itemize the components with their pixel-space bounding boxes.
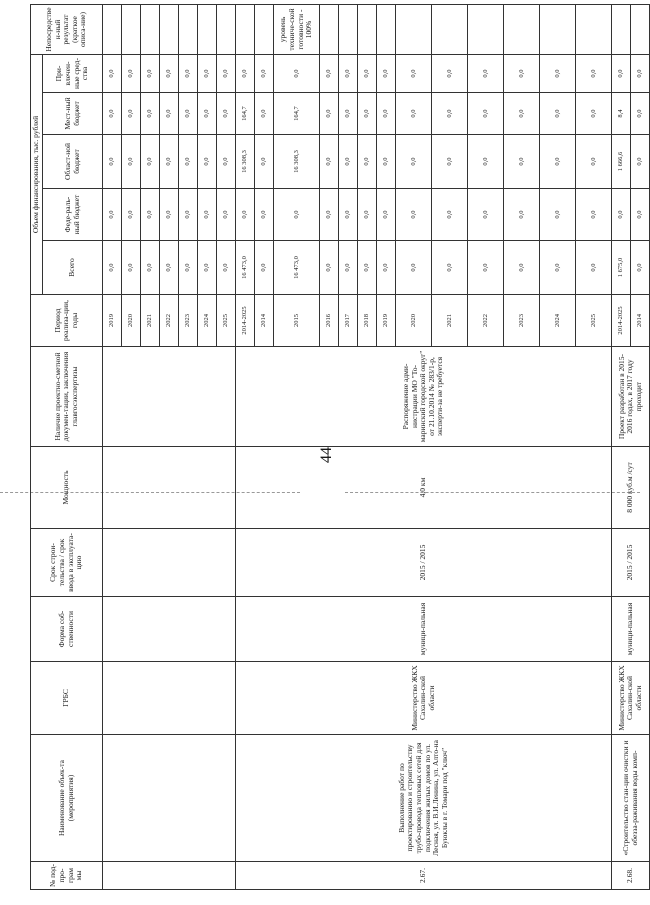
federal-cell: 0,0 xyxy=(141,189,160,241)
total-cell: 0,0 xyxy=(504,241,540,295)
attracted-cell: 0,0 xyxy=(339,54,358,92)
header-financing: Объем финансирования, тыс. рублей xyxy=(31,54,43,294)
total-cell: 0,0 xyxy=(631,241,650,295)
regional-cell: 0,0 xyxy=(468,135,504,189)
year-cell: 2019 xyxy=(377,295,396,347)
year-cell: 2025 xyxy=(576,295,612,347)
attracted-cell: 0,0 xyxy=(396,54,432,92)
item-term: 2015 / 2015 xyxy=(236,529,612,597)
local-cell: 164,7 xyxy=(274,93,320,135)
federal-cell: 0,0 xyxy=(103,189,122,241)
total-cell: 0,0 xyxy=(432,241,468,295)
local-cell: 0,0 xyxy=(141,93,160,135)
regional-cell: 16 308,3 xyxy=(236,135,255,189)
year-cell: 2014 xyxy=(255,295,274,347)
federal-cell: 0,0 xyxy=(504,189,540,241)
header-power: Мощность xyxy=(31,447,103,529)
result-cell xyxy=(255,4,274,54)
year-cell: 2022 xyxy=(160,295,179,347)
attracted-cell: 0,0 xyxy=(122,54,141,92)
regional-cell: 16 308,3 xyxy=(274,135,320,189)
result-cell xyxy=(160,4,179,54)
header-grbs: ГРБС xyxy=(31,662,103,735)
federal-cell: 0,0 xyxy=(377,189,396,241)
result-cell xyxy=(198,4,217,54)
federal-cell: 0,0 xyxy=(468,189,504,241)
item-ownership: муници-пальная xyxy=(612,597,650,662)
item-name: Выполнение работ по проектированию и строительству трубо-провода тепловых сетей для подключения жилых домов по ул. Лесная, ул. В.И.Ленина, ул. Алто-на Буюклы в г. Томари под "ключ" xyxy=(236,735,612,862)
federal-cell: 0,0 xyxy=(179,189,198,241)
header-total: Всего xyxy=(43,241,103,295)
attracted-cell: 0,0 xyxy=(198,54,217,92)
header-term: Срок строи-тельства / срок ввода в эксплуата-цию xyxy=(31,529,103,597)
total-cell: 0,0 xyxy=(198,241,217,295)
item-power: 8 000 куб.м /сут xyxy=(612,447,650,529)
total-cell: 0,0 xyxy=(160,241,179,295)
total-cell: 16 473,0 xyxy=(236,241,255,295)
item-docs: Распоряжение адми-нистрации МО "То-маринский городской округ" от 21.10.2014 № 283/1-р, эксперти-за не требуется xyxy=(236,347,612,447)
table-row xyxy=(103,4,122,889)
item-number: 2.67. xyxy=(236,862,612,890)
result-cell xyxy=(103,4,122,54)
total-cell: 16 473,0 xyxy=(274,241,320,295)
year-cell: 2024 xyxy=(540,295,576,347)
regional-cell: 0,0 xyxy=(160,135,179,189)
result-cell xyxy=(217,4,236,54)
year-cell: 2017 xyxy=(339,295,358,347)
total-cell: 0,0 xyxy=(141,241,160,295)
local-cell: 8,4 xyxy=(612,93,631,135)
attracted-cell: 0,0 xyxy=(358,54,377,92)
item-power: 4,0 км xyxy=(236,447,612,529)
total-cell: 0,0 xyxy=(179,241,198,295)
page-number: 44 xyxy=(318,447,335,463)
regional-cell: 0,0 xyxy=(339,135,358,189)
total-cell: 0,0 xyxy=(122,241,141,295)
total-cell: 0,0 xyxy=(576,241,612,295)
result-cell xyxy=(576,4,612,54)
federal-cell: 0,0 xyxy=(236,189,255,241)
local-cell: 0,0 xyxy=(576,93,612,135)
header-local: Мест-ный бюджет xyxy=(43,93,103,135)
federal-cell: 0,0 xyxy=(396,189,432,241)
attracted-cell: 0,0 xyxy=(504,54,540,92)
result-cell xyxy=(504,4,540,54)
regional-cell: 0,0 xyxy=(179,135,198,189)
attracted-cell: 0,0 xyxy=(236,54,255,92)
result-cell xyxy=(396,4,432,54)
attracted-cell: 0,0 xyxy=(103,54,122,92)
local-cell: 0,0 xyxy=(540,93,576,135)
attracted-cell: 0,0 xyxy=(274,54,320,92)
local-cell: 0,0 xyxy=(122,93,141,135)
regional-cell: 0,0 xyxy=(631,135,650,189)
header-ownership: Форма соб-ственности xyxy=(31,597,103,662)
federal-cell: 0,0 xyxy=(255,189,274,241)
header-federal: Феде-раль-ный бюджет xyxy=(43,189,103,241)
prev-ownership-cell xyxy=(103,597,236,662)
result-cell xyxy=(468,4,504,54)
total-cell: 0,0 xyxy=(540,241,576,295)
attracted-cell: 0,0 xyxy=(612,54,631,92)
total-cell: 0,0 xyxy=(377,241,396,295)
rotated-sheet xyxy=(30,5,644,890)
local-cell: 0,0 xyxy=(255,93,274,135)
total-cell: 0,0 xyxy=(468,241,504,295)
financing-table xyxy=(30,4,650,890)
year-cell: 2020 xyxy=(396,295,432,347)
year-cell: 2023 xyxy=(179,295,198,347)
federal-cell: 0,0 xyxy=(358,189,377,241)
total-cell: 1 675,0 xyxy=(612,241,631,295)
local-cell: 0,0 xyxy=(179,93,198,135)
local-cell: 0,0 xyxy=(468,93,504,135)
prev-grbs-cell xyxy=(103,662,236,735)
federal-cell: 0,0 xyxy=(122,189,141,241)
header-num: № под-про-грам мы xyxy=(31,862,103,890)
local-cell: 0,0 xyxy=(198,93,217,135)
regional-cell: 0,0 xyxy=(576,135,612,189)
year-cell: 2019 xyxy=(103,295,122,347)
year-cell: 2014-2025 xyxy=(612,295,631,347)
result-cell xyxy=(320,4,339,54)
year-cell: 2015 xyxy=(274,295,320,347)
table-row xyxy=(236,4,255,889)
federal-cell: 0,0 xyxy=(274,189,320,241)
year-cell: 2016 xyxy=(320,295,339,347)
regional-cell: 0,0 xyxy=(217,135,236,189)
federal-cell: 0,0 xyxy=(576,189,612,241)
result-cell xyxy=(122,4,141,54)
federal-cell: 0,0 xyxy=(612,189,631,241)
attracted-cell: 0,0 xyxy=(540,54,576,92)
total-cell: 0,0 xyxy=(396,241,432,295)
item-term: 2015 / 2015 xyxy=(612,529,650,597)
header-result: Непосредствен-ный результат (краткое описа-ние) xyxy=(31,4,103,54)
local-cell: 164,7 xyxy=(236,93,255,135)
attracted-cell: 0,0 xyxy=(432,54,468,92)
local-cell: 0,0 xyxy=(504,93,540,135)
prev-name-cell xyxy=(103,735,236,862)
regional-cell: 0,0 xyxy=(141,135,160,189)
federal-cell: 0,0 xyxy=(339,189,358,241)
result-cell xyxy=(358,4,377,54)
result-cell xyxy=(179,4,198,54)
year-cell: 2021 xyxy=(432,295,468,347)
local-cell: 0,0 xyxy=(631,93,650,135)
prev-term-cell xyxy=(103,529,236,597)
attracted-cell: 0,0 xyxy=(217,54,236,92)
regional-cell: 0,0 xyxy=(377,135,396,189)
local-cell: 0,0 xyxy=(160,93,179,135)
total-cell: 0,0 xyxy=(339,241,358,295)
local-cell: 0,0 xyxy=(339,93,358,135)
item-name: «Строительство стан-ции очистки и обезза-раживания воды комп- xyxy=(612,735,650,862)
federal-cell: 0,0 xyxy=(540,189,576,241)
attracted-cell: 0,0 xyxy=(179,54,198,92)
header-attracted: При-влечен-ные сред-ства xyxy=(43,54,103,92)
header-period: Период реализа-ции, годы xyxy=(31,295,103,347)
attracted-cell: 0,0 xyxy=(576,54,612,92)
year-cell: 2024 xyxy=(198,295,217,347)
year-cell: 2020 xyxy=(122,295,141,347)
item-grbs: Министерство ЖКХ Сахалин-ской области xyxy=(612,662,650,735)
local-cell: 0,0 xyxy=(103,93,122,135)
local-cell: 0,0 xyxy=(432,93,468,135)
attracted-cell: 0,0 xyxy=(255,54,274,92)
total-cell: 0,0 xyxy=(358,241,377,295)
result-cell xyxy=(631,4,650,54)
year-cell: 2023 xyxy=(504,295,540,347)
attracted-cell: 0,0 xyxy=(141,54,160,92)
local-cell: 0,0 xyxy=(377,93,396,135)
regional-cell: 0,0 xyxy=(432,135,468,189)
regional-cell: 0,0 xyxy=(122,135,141,189)
header-row-1 xyxy=(31,4,43,889)
result-cell xyxy=(141,4,160,54)
header-docs: Наличие проектно-сметной докумен-тации, заключения главгосэкспертизы xyxy=(31,347,103,447)
total-cell: 0,0 xyxy=(320,241,339,295)
result-cell xyxy=(432,4,468,54)
header-regional: Област-ной бюджет xyxy=(43,135,103,189)
regional-cell: 0,0 xyxy=(320,135,339,189)
regional-cell: 1 666,6 xyxy=(612,135,631,189)
regional-cell: 0,0 xyxy=(255,135,274,189)
prev-num-cell xyxy=(103,862,236,890)
regional-cell: 0,0 xyxy=(358,135,377,189)
federal-cell: 0,0 xyxy=(320,189,339,241)
result-cell xyxy=(377,4,396,54)
federal-cell: 0,0 xyxy=(198,189,217,241)
year-cell: 2021 xyxy=(141,295,160,347)
item-ownership: муници-пальная xyxy=(236,597,612,662)
regional-cell: 0,0 xyxy=(198,135,217,189)
prev-power-cell xyxy=(103,447,236,529)
federal-cell: 0,0 xyxy=(160,189,179,241)
federal-cell: 0,0 xyxy=(217,189,236,241)
local-cell: 0,0 xyxy=(358,93,377,135)
local-cell: 0,0 xyxy=(320,93,339,135)
year-cell: 2014-2025 xyxy=(236,295,255,347)
year-cell: 2022 xyxy=(468,295,504,347)
year-cell: 2014 xyxy=(631,295,650,347)
regional-cell: 0,0 xyxy=(540,135,576,189)
header-name: Наименование объек-та (мероприятия) xyxy=(31,735,103,862)
federal-cell: 0,0 xyxy=(432,189,468,241)
attracted-cell: 0,0 xyxy=(468,54,504,92)
regional-cell: 0,0 xyxy=(504,135,540,189)
attracted-cell: 0,0 xyxy=(320,54,339,92)
result-cell xyxy=(612,4,631,54)
federal-cell: 0,0 xyxy=(631,189,650,241)
total-cell: 0,0 xyxy=(103,241,122,295)
result-cell xyxy=(540,4,576,54)
attracted-cell: 0,0 xyxy=(160,54,179,92)
result-cell xyxy=(236,4,255,54)
prev-docs-cell xyxy=(103,347,236,447)
regional-cell: 0,0 xyxy=(103,135,122,189)
attracted-cell: 0,0 xyxy=(631,54,650,92)
result-cell: уровень техниче-ской готовности - 100% xyxy=(274,4,320,54)
local-cell: 0,0 xyxy=(396,93,432,135)
total-cell: 0,0 xyxy=(217,241,236,295)
local-cell: 0,0 xyxy=(217,93,236,135)
item-docs: Проект разработан в 2015-2016 годах, в 2017 году проходит xyxy=(612,347,650,447)
result-cell xyxy=(339,4,358,54)
regional-cell: 0,0 xyxy=(396,135,432,189)
year-cell: 2025 xyxy=(217,295,236,347)
total-cell: 0,0 xyxy=(255,241,274,295)
attracted-cell: 0,0 xyxy=(377,54,396,92)
item-number: 2.68. xyxy=(612,862,650,890)
table-row xyxy=(612,4,631,889)
year-cell: 2018 xyxy=(358,295,377,347)
item-grbs: Министерство ЖКХ Сахалин-ской области xyxy=(236,662,612,735)
